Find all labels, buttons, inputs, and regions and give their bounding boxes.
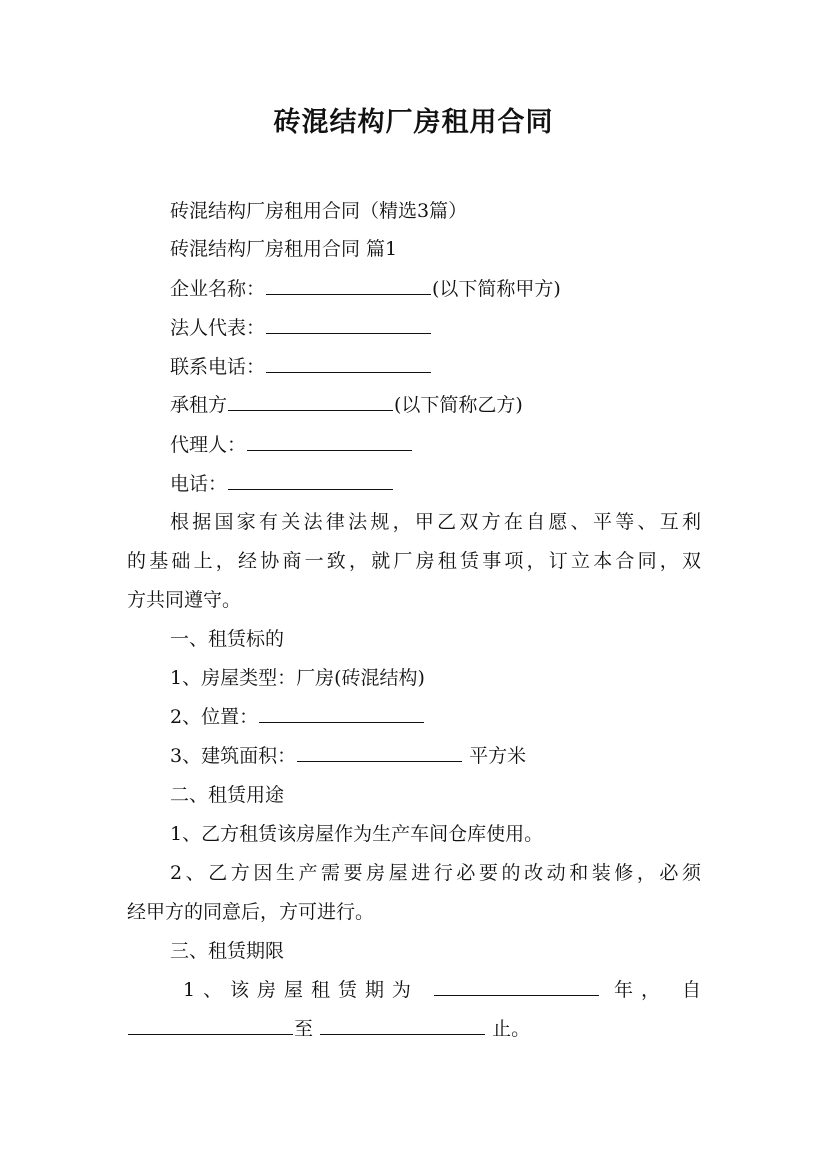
document-title: 砖混结构厂房租用合同: [273, 107, 554, 138]
area-label: 3、建筑面积：: [170, 745, 297, 767]
intro-line-2: 的基础上，经协商一致，就厂房租赁事项，订立本合同，双: [127, 550, 701, 572]
term-years-blank: [434, 977, 599, 996]
lessee-label: 承租方: [170, 394, 228, 416]
section-1-heading: 一、租赁标的: [170, 628, 285, 650]
section-2-item-1: 1、乙方租赁该房屋作为生产车间仓库使用。: [170, 823, 544, 845]
section-1-item-2: [170, 704, 425, 730]
term-end: 止。: [492, 1018, 531, 1040]
subtitle: 砖混结构厂房租用合同（精选3篇）: [170, 200, 468, 222]
intro-line-1: 根据国家有关法律法规，甲乙双方在自愿、平等、互利: [170, 511, 701, 533]
lessee-line: [170, 392, 523, 418]
phone-label: 联系电话：: [170, 356, 266, 378]
end-date-blank: [320, 1016, 485, 1035]
tel-blank: [228, 471, 393, 490]
company-line: [170, 276, 561, 302]
area-unit: 平方米: [469, 745, 527, 767]
phone-blank: [266, 354, 431, 373]
tel-line: [170, 471, 394, 497]
section-2-heading: 二、租赁用途: [170, 784, 285, 806]
section-3-item-1-line-2: [127, 1016, 530, 1042]
section-1-item-1: 1、房屋类型：厂房(砖混结构): [170, 667, 425, 689]
legal-rep-line: [170, 315, 432, 341]
company-blank: [266, 276, 431, 295]
location-blank: [259, 704, 424, 723]
start-date-blank: [128, 1016, 293, 1035]
company-label: 企业名称：: [170, 278, 266, 300]
agent-label: 代理人：: [170, 434, 247, 456]
term-to: 至: [294, 1018, 314, 1040]
term-year-unit: 年，: [613, 979, 668, 1001]
agent-line: [170, 432, 413, 458]
lessee-suffix: (以下简称乙方): [394, 394, 523, 416]
location-label: 2、位置：: [170, 706, 259, 728]
tel-label: 电话：: [170, 473, 228, 495]
agent-blank: [247, 432, 412, 451]
lessee-blank: [228, 392, 393, 411]
area-blank: [297, 743, 462, 762]
phone-line: [170, 354, 432, 380]
section-3-item-1-line-1: [183, 977, 701, 1003]
legal-rep-label: 法人代表：: [170, 317, 266, 339]
legal-rep-blank: [266, 315, 431, 334]
section-1-item-3: [170, 743, 526, 769]
company-suffix: (以下简称甲方): [432, 278, 561, 300]
term-prefix: 1、该房屋租赁期为: [183, 979, 419, 1001]
section-2-item-2-line-2: 经甲方的同意后，方可进行。: [127, 901, 375, 923]
term-from: 自: [681, 979, 701, 1001]
section-heading: 砖混结构厂房租用合同 篇1: [170, 238, 398, 260]
intro-line-3: 方共同遵守。: [127, 589, 242, 611]
section-3-heading: 三、租赁期限: [170, 940, 285, 962]
section-2-item-2-line-1: 2、乙方因生产需要房屋进行必要的改动和装修，必须: [170, 862, 701, 884]
